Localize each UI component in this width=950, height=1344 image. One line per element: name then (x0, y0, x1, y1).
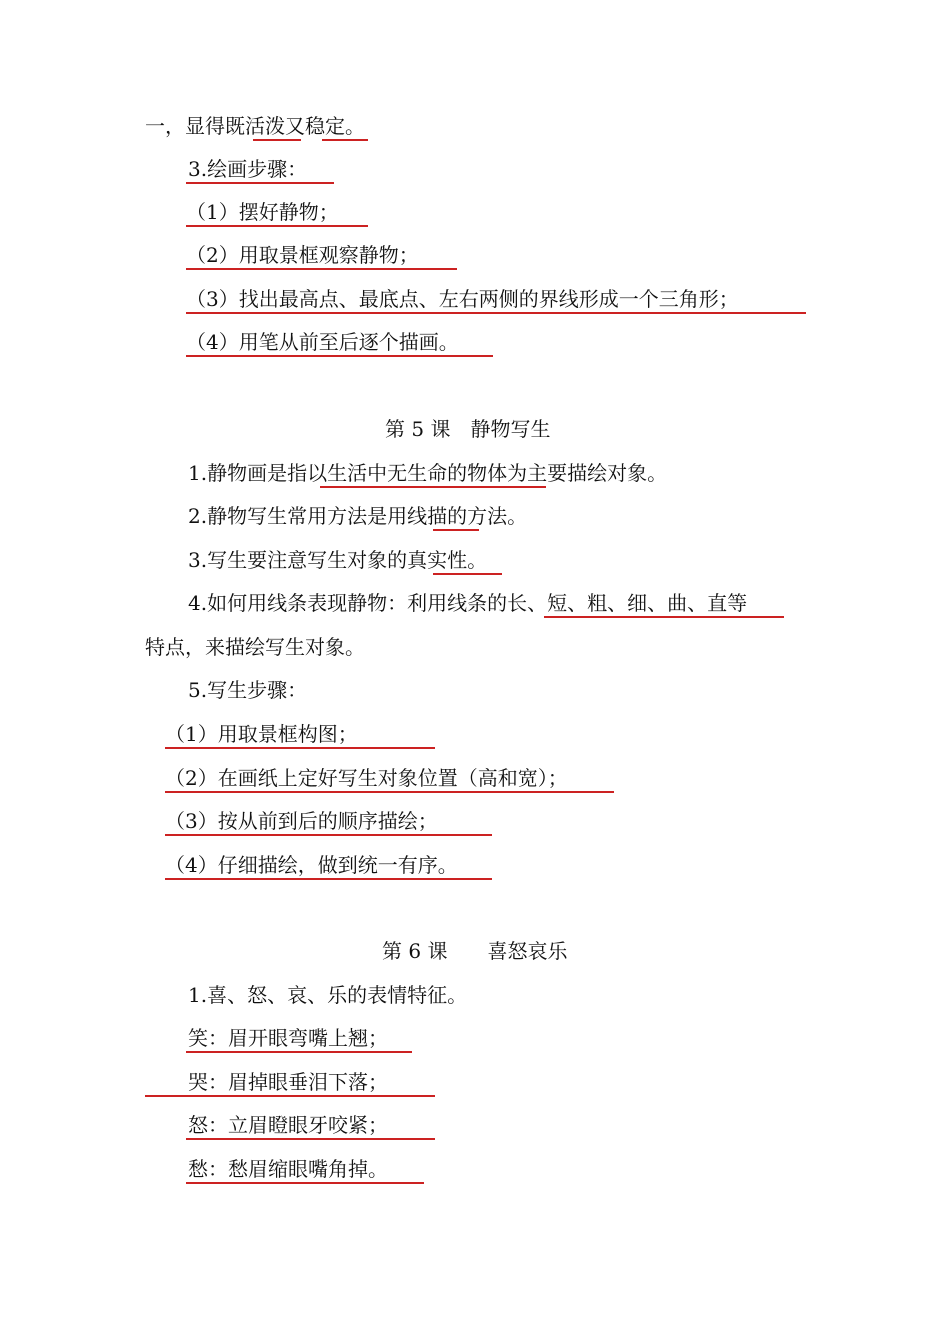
text-line: 2.静物写生常用方法是用线描的方法。 (188, 504, 528, 528)
text-line: 3.绘画步骤： (188, 157, 308, 181)
text-line: 哭：眉掉眼垂泪下落； (188, 1070, 388, 1094)
answer-underline (186, 268, 457, 270)
text-line: （1）用取景框构图； (165, 722, 358, 746)
answer-underline (186, 355, 493, 357)
text-line: 怒：立眉瞪眼牙咬紧； (188, 1113, 388, 1137)
answer-underline (165, 747, 435, 749)
text-line: 3.写生要注意写生对象的真实性。 (188, 548, 488, 572)
text-line: 4.如何用线条表现静物：利用线条的长、短、粗、细、曲、直等 (188, 591, 748, 615)
answer-underline (322, 139, 368, 141)
answer-underline (433, 529, 479, 531)
text-line: （3）按从前到后的顺序描绘； (165, 809, 438, 833)
text-line: （1）摆好静物； (186, 200, 339, 224)
text-line: 5.写生步骤： (188, 678, 308, 702)
answer-underline (186, 1138, 435, 1140)
text-line: （3）找出最高点、最底点、左右两侧的界线形成一个三角形； (186, 287, 739, 311)
text-line: 1.喜、怒、哀、乐的表情特征。 (188, 983, 468, 1007)
answer-underline (186, 312, 806, 314)
text-line: 1.静物画是指以生活中无生命的物体为主要描绘对象。 (188, 461, 668, 485)
answer-underline (253, 139, 301, 141)
answer-underline (186, 1182, 424, 1184)
text-line: 愁：愁眉缩眼嘴角掉。 (188, 1157, 388, 1181)
text-line: 笑：眉开眼弯嘴上翘； (188, 1026, 388, 1050)
answer-underline (186, 182, 334, 184)
lesson-5-title: 第 5 课 静物写生 (385, 417, 551, 441)
answer-underline (320, 486, 546, 488)
answer-underline (186, 1051, 412, 1053)
text-line: （2）在画纸上定好写生对象位置（高和宽）； (165, 766, 568, 790)
text-line: （2）用取景框观察静物； (186, 243, 419, 267)
answer-underline (165, 791, 614, 793)
answer-underline (544, 616, 784, 618)
answer-underline (165, 878, 492, 880)
text-line: 一，显得既活泼又稳定。 (145, 114, 365, 138)
answer-underline (433, 573, 502, 575)
lesson-6-title: 第 6 课 喜怒哀乐 (382, 939, 568, 963)
text-line: （4）仔细描绘，做到统一有序。 (165, 853, 458, 877)
answer-underline (186, 225, 368, 227)
answer-underline (145, 1095, 435, 1097)
text-line: 特点，来描绘写生对象。 (145, 635, 365, 659)
answer-underline (165, 834, 492, 836)
text-line: （4）用笔从前至后逐个描画。 (186, 330, 459, 354)
